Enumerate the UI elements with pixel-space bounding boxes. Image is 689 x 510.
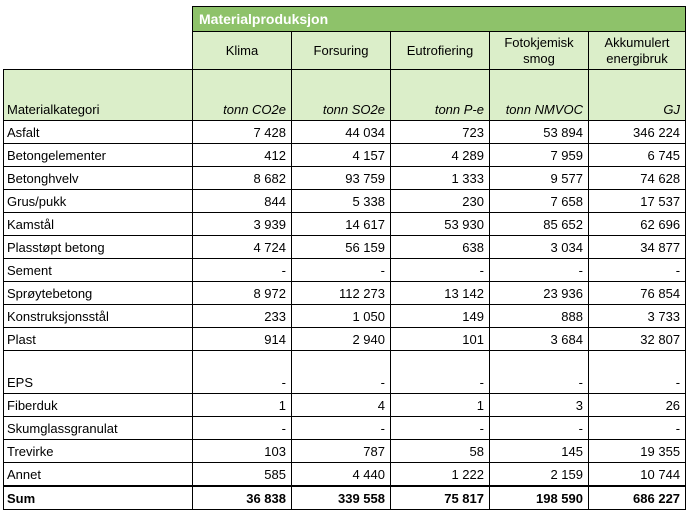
cell-eutrofiering: - bbox=[391, 259, 490, 282]
cell-eutrofiering: 13 142 bbox=[391, 282, 490, 305]
cell-forsuring: 93 759 bbox=[292, 167, 391, 190]
cell-forsuring: 56 159 bbox=[292, 236, 391, 259]
cell-fotokjemisk-smog: 3 bbox=[490, 394, 589, 417]
cell-eutrofiering: 58 bbox=[391, 440, 490, 463]
row-category: Betongelementer bbox=[4, 144, 193, 167]
cell-akkumulert-energibruk: - bbox=[589, 417, 686, 440]
unit-klima: tonn CO2e bbox=[193, 70, 292, 121]
cell-forsuring: 4 157 bbox=[292, 144, 391, 167]
table-row bbox=[4, 394, 686, 417]
row-category: Asfalt bbox=[4, 121, 193, 144]
table-row bbox=[4, 417, 686, 440]
cell-forsuring: 787 bbox=[292, 440, 391, 463]
table-title: Materialproduksjon bbox=[193, 7, 686, 32]
row-category: Kamstål bbox=[4, 213, 193, 236]
row-category: Betonghvelv bbox=[4, 167, 193, 190]
column-header-eutrofiering: Eutrofiering bbox=[391, 32, 490, 70]
cell-klima: 3 939 bbox=[193, 213, 292, 236]
blank-corner-2 bbox=[4, 32, 193, 70]
cell-akkumulert-energibruk: 34 877 bbox=[589, 236, 686, 259]
cell-fotokjemisk-smog: 888 bbox=[490, 305, 589, 328]
table-row bbox=[4, 305, 686, 328]
cell-forsuring: 2 940 bbox=[292, 328, 391, 351]
column-header-akkumulert-energibruk: Akkumulert energibruk bbox=[589, 32, 686, 70]
cell-akkumulert-energibruk: 6 745 bbox=[589, 144, 686, 167]
table-row bbox=[4, 213, 686, 236]
cell-eutrofiering: 723 bbox=[391, 121, 490, 144]
table-row bbox=[4, 121, 686, 144]
category-header: Materialkategori bbox=[4, 70, 193, 121]
cell-klima: 412 bbox=[193, 144, 292, 167]
row-category: Plasstøpt betong bbox=[4, 236, 193, 259]
cell-akkumulert-energibruk: - bbox=[589, 351, 686, 394]
table-row bbox=[4, 351, 686, 394]
table-row bbox=[4, 190, 686, 213]
unit-row bbox=[4, 70, 686, 121]
cell-fotokjemisk-smog: 2 159 bbox=[490, 463, 589, 487]
cell-forsuring: - bbox=[292, 417, 391, 440]
cell-klima: 233 bbox=[193, 305, 292, 328]
cell-eutrofiering: 230 bbox=[391, 190, 490, 213]
cell-fotokjemisk-smog: 9 577 bbox=[490, 167, 589, 190]
unit-akkumulert-energibruk: GJ bbox=[589, 70, 686, 121]
row-category: Annet bbox=[4, 463, 193, 487]
cell-forsuring: 14 617 bbox=[292, 213, 391, 236]
row-category: EPS bbox=[4, 351, 193, 394]
sum-forsuring: 339 558 bbox=[292, 486, 391, 510]
cell-akkumulert-energibruk: 74 628 bbox=[589, 167, 686, 190]
cell-eutrofiering: - bbox=[391, 351, 490, 394]
cell-fotokjemisk-smog: 7 959 bbox=[490, 144, 589, 167]
cell-akkumulert-energibruk: 32 807 bbox=[589, 328, 686, 351]
table-row bbox=[4, 236, 686, 259]
cell-fotokjemisk-smog: 85 652 bbox=[490, 213, 589, 236]
unit-forsuring: tonn SO2e bbox=[292, 70, 391, 121]
unit-eutrofiering: tonn P-e bbox=[391, 70, 490, 121]
sum-label: Sum bbox=[4, 486, 193, 510]
cell-forsuring: 4 bbox=[292, 394, 391, 417]
cell-akkumulert-energibruk: - bbox=[589, 259, 686, 282]
table-row bbox=[4, 463, 686, 487]
cell-klima: 103 bbox=[193, 440, 292, 463]
cell-fotokjemisk-smog: 145 bbox=[490, 440, 589, 463]
sum-eutrofiering: 75 817 bbox=[391, 486, 490, 510]
cell-klima: 4 724 bbox=[193, 236, 292, 259]
cell-klima: - bbox=[193, 417, 292, 440]
cell-akkumulert-energibruk: 17 537 bbox=[589, 190, 686, 213]
cell-eutrofiering: - bbox=[391, 417, 490, 440]
table-row bbox=[4, 282, 686, 305]
row-category: Sprøytebetong bbox=[4, 282, 193, 305]
cell-fotokjemisk-smog: - bbox=[490, 417, 589, 440]
cell-klima: 585 bbox=[193, 463, 292, 487]
column-header-fotokjemisk-smog: Fotokjemisk smog bbox=[490, 32, 589, 70]
cell-akkumulert-energibruk: 62 696 bbox=[589, 213, 686, 236]
cell-akkumulert-energibruk: 346 224 bbox=[589, 121, 686, 144]
cell-eutrofiering: 1 222 bbox=[391, 463, 490, 487]
sum-klima: 36 838 bbox=[193, 486, 292, 510]
cell-akkumulert-energibruk: 19 355 bbox=[589, 440, 686, 463]
cell-forsuring: 5 338 bbox=[292, 190, 391, 213]
cell-akkumulert-energibruk: 76 854 bbox=[589, 282, 686, 305]
cell-eutrofiering: 4 289 bbox=[391, 144, 490, 167]
cell-akkumulert-energibruk: 26 bbox=[589, 394, 686, 417]
row-category: Fiberduk bbox=[4, 394, 193, 417]
cell-eutrofiering: 53 930 bbox=[391, 213, 490, 236]
row-category: Skumglassgranulat bbox=[4, 417, 193, 440]
table-row bbox=[4, 144, 686, 167]
row-category: Plast bbox=[4, 328, 193, 351]
cell-eutrofiering: 638 bbox=[391, 236, 490, 259]
cell-fotokjemisk-smog: - bbox=[490, 351, 589, 394]
cell-klima: - bbox=[193, 259, 292, 282]
cell-akkumulert-energibruk: 3 733 bbox=[589, 305, 686, 328]
cell-klima: - bbox=[193, 351, 292, 394]
sum-akkumulert-energibruk: 686 227 bbox=[589, 486, 686, 510]
materialproduksjon-table bbox=[3, 6, 686, 510]
cell-fotokjemisk-smog: 23 936 bbox=[490, 282, 589, 305]
column-header-row bbox=[4, 32, 686, 70]
cell-klima: 914 bbox=[193, 328, 292, 351]
blank-corner bbox=[4, 7, 193, 32]
cell-fotokjemisk-smog: 53 894 bbox=[490, 121, 589, 144]
cell-klima: 8 972 bbox=[193, 282, 292, 305]
column-header-klima: Klima bbox=[193, 32, 292, 70]
cell-forsuring: 44 034 bbox=[292, 121, 391, 144]
cell-fotokjemisk-smog: 3 684 bbox=[490, 328, 589, 351]
cell-eutrofiering: 101 bbox=[391, 328, 490, 351]
table-row bbox=[4, 328, 686, 351]
table-row bbox=[4, 167, 686, 190]
sum-fotokjemisk-smog: 198 590 bbox=[490, 486, 589, 510]
title-row bbox=[4, 7, 686, 32]
cell-forsuring: - bbox=[292, 259, 391, 282]
row-category: Konstruksjonsstål bbox=[4, 305, 193, 328]
unit-fotokjemisk-smog: tonn NMVOC bbox=[490, 70, 589, 121]
cell-akkumulert-energibruk: 10 744 bbox=[589, 463, 686, 487]
cell-forsuring: 1 050 bbox=[292, 305, 391, 328]
cell-fotokjemisk-smog: - bbox=[490, 259, 589, 282]
cell-eutrofiering: 1 333 bbox=[391, 167, 490, 190]
cell-klima: 1 bbox=[193, 394, 292, 417]
row-category: Sement bbox=[4, 259, 193, 282]
cell-fotokjemisk-smog: 3 034 bbox=[490, 236, 589, 259]
table-row bbox=[4, 259, 686, 282]
cell-forsuring: 4 440 bbox=[292, 463, 391, 487]
sum-row bbox=[4, 486, 686, 510]
table-row bbox=[4, 440, 686, 463]
cell-forsuring: 112 273 bbox=[292, 282, 391, 305]
column-header-forsuring: Forsuring bbox=[292, 32, 391, 70]
cell-klima: 8 682 bbox=[193, 167, 292, 190]
cell-eutrofiering: 149 bbox=[391, 305, 490, 328]
cell-eutrofiering: 1 bbox=[391, 394, 490, 417]
cell-klima: 844 bbox=[193, 190, 292, 213]
cell-forsuring: - bbox=[292, 351, 391, 394]
row-category: Grus/pukk bbox=[4, 190, 193, 213]
cell-klima: 7 428 bbox=[193, 121, 292, 144]
cell-fotokjemisk-smog: 7 658 bbox=[490, 190, 589, 213]
row-category: Trevirke bbox=[4, 440, 193, 463]
